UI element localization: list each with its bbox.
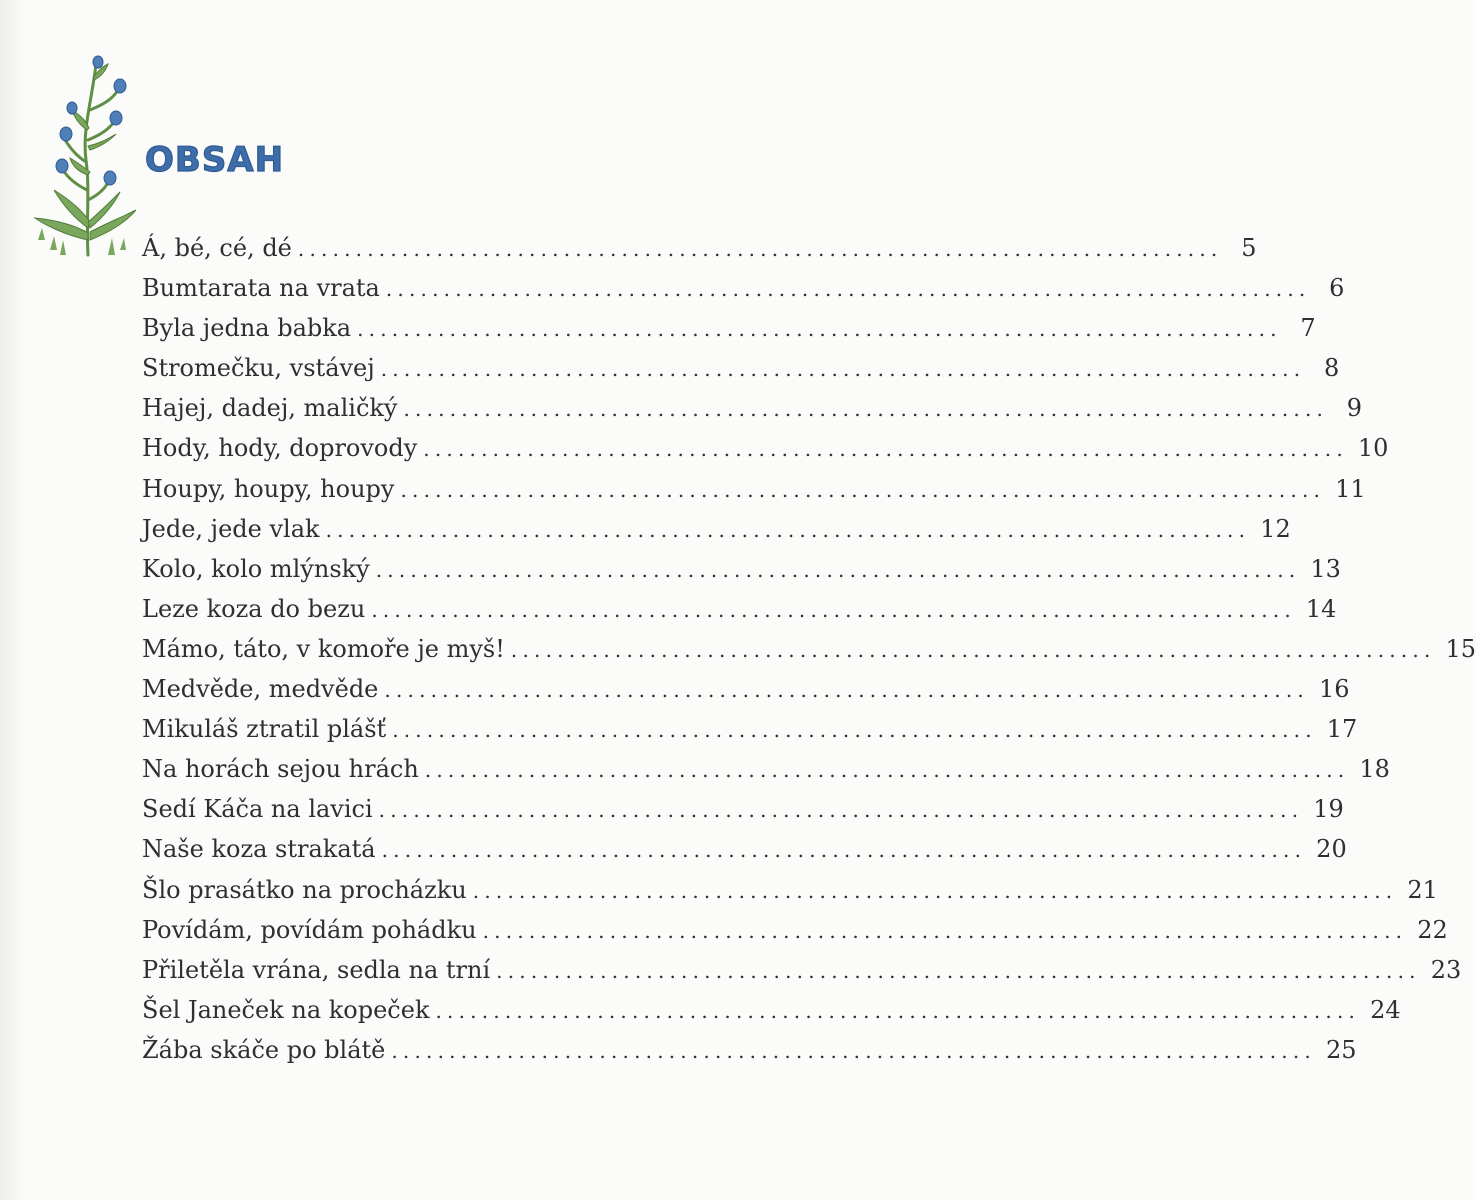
toc-entry-title: Šel Janeček na kopeček [142,995,430,1024]
toc-entry-page-number: 22 [1417,915,1448,944]
dot-leader: ................................................................................ [375,557,1301,582]
page-edge-shadow [0,0,26,1200]
dot-leader: ................................................................................ [403,397,1329,422]
toc-entry[interactable] [142,870,1438,910]
toc-entry-page-number: 11 [1335,474,1366,503]
toc-entry[interactable] [142,950,1462,990]
toc-entry-page-number: 9 [1346,394,1363,423]
dot-leader: ................................................................................ [472,878,1398,903]
toc-entry-page-number: 16 [1318,675,1350,704]
toc-entry-title: Mámo, táto, v komoře je myš! [142,634,505,663]
toc-entry-title: Hody, hody, doprovody [142,434,418,463]
toc-entry-title: Naše koza strakatá [142,835,376,864]
toc-entry-title: Byla jedna babka [142,314,352,343]
toc-entry-title: Bumtarata na vrata [142,274,380,303]
toc-entry-page-number: 10 [1357,434,1389,463]
toc-entry[interactable] [142,228,1257,268]
toc-entry-page-number: 15 [1445,634,1476,663]
dot-leader: ................................................................................ [378,798,1304,823]
bluebell-plant-icon [30,50,140,265]
toc-entry[interactable] [142,789,1344,829]
toc-entry[interactable] [142,589,1337,629]
toc-entry-page-number: 14 [1305,594,1337,623]
toc-entry-page-number: 21 [1407,875,1438,904]
toc-entry-title: Hajej, dadej, maličký [142,394,398,423]
toc-entry-title: Sedí Káča na lavici [142,795,373,824]
dot-leader: ................................................................................ [380,357,1306,382]
toc-entry-page-number: 19 [1313,795,1344,824]
toc-entry-title: Mikuláš ztratil plášť [142,715,387,744]
dot-leader: ................................................................................ [385,277,1311,302]
toc-entry[interactable] [142,749,1390,789]
dot-leader: ................................................................................ [325,517,1251,542]
dot-leader: ................................................................................ [510,637,1436,662]
toc-entry[interactable] [142,629,1476,669]
toc-entry-page-number: 7 [1300,314,1316,343]
toc-entry-title: Leze koza do bezu [142,594,366,623]
dot-leader: ................................................................................ [496,958,1421,983]
toc-entry-page-number: 25 [1325,1035,1357,1064]
toc-entry-title: Žába skáče po blátě [142,1035,386,1064]
dot-leader: ................................................................................ [297,237,1223,261]
dot-leader: ................................................................................ [391,1038,1316,1063]
dot-leader: ................................................................................ [357,317,1282,342]
toc-entry[interactable] [142,669,1350,709]
toc-entry-page-number: 5 [1241,234,1257,262]
toc-entry[interactable] [142,910,1448,950]
dot-leader: ................................................................................ [371,597,1296,622]
dot-leader: ................................................................................ [423,437,1348,462]
toc-entry[interactable] [142,348,1340,388]
dot-leader: ................................................................................ [400,477,1326,502]
dot-leader: ................................................................................ [424,758,1350,783]
toc-entry-title: Kolo, kolo mlýnský [142,554,370,583]
toc-entry[interactable] [142,549,1341,589]
toc-entry[interactable] [142,308,1316,348]
toc-entry-title: Stromečku, vstávej [142,354,375,383]
toc-entry-page-number: 12 [1260,514,1291,543]
toc-entry[interactable] [142,829,1347,869]
toc-entry-title: Jede, jede vlak [142,514,320,543]
toc-entry-title: Šlo prasátko na procházku [142,875,467,904]
table-of-contents [142,228,1476,1070]
toc-entry[interactable] [142,509,1291,549]
toc-entry[interactable] [142,1030,1357,1070]
toc-entry[interactable] [142,388,1363,428]
toc-entry[interactable] [142,709,1358,749]
toc-entry-page-number: 17 [1326,715,1358,744]
toc-entry[interactable] [142,428,1389,468]
toc-entry-page-number: 18 [1359,755,1390,784]
toc-entry-page-number: 13 [1310,554,1341,583]
toc-entry-page-number: 6 [1329,274,1345,303]
toc-entry[interactable] [142,268,1345,308]
dot-leader: ................................................................................ [392,718,1317,743]
toc-entry[interactable] [142,990,1401,1030]
toc-entry-page-number: 8 [1324,354,1340,383]
toc-entry-title: Přiletěla vrána, sedla na trní [142,955,491,984]
dot-leader: ................................................................................ [381,838,1307,863]
toc-entry-page-number: 23 [1430,955,1462,984]
dot-leader: ................................................................................ [384,678,1309,703]
toc-entry-page-number: 20 [1316,835,1347,864]
page-title: OBSAH [145,140,285,180]
dot-leader: ................................................................................ [482,918,1408,943]
dot-leader: ................................................................................ [435,998,1361,1023]
toc-entry-title: Na horách sejou hrách [142,755,419,784]
toc-entry-title: Povídám, povídám pohádku [142,915,477,944]
toc-entry[interactable] [142,469,1366,509]
toc-entry-title: Á, bé, cé, dé [142,234,292,262]
toc-entry-page-number: 24 [1370,995,1401,1024]
toc-entry-title: Houpy, houpy, houpy [142,474,395,503]
toc-entry-title: Medvěde, medvěde [142,675,379,704]
